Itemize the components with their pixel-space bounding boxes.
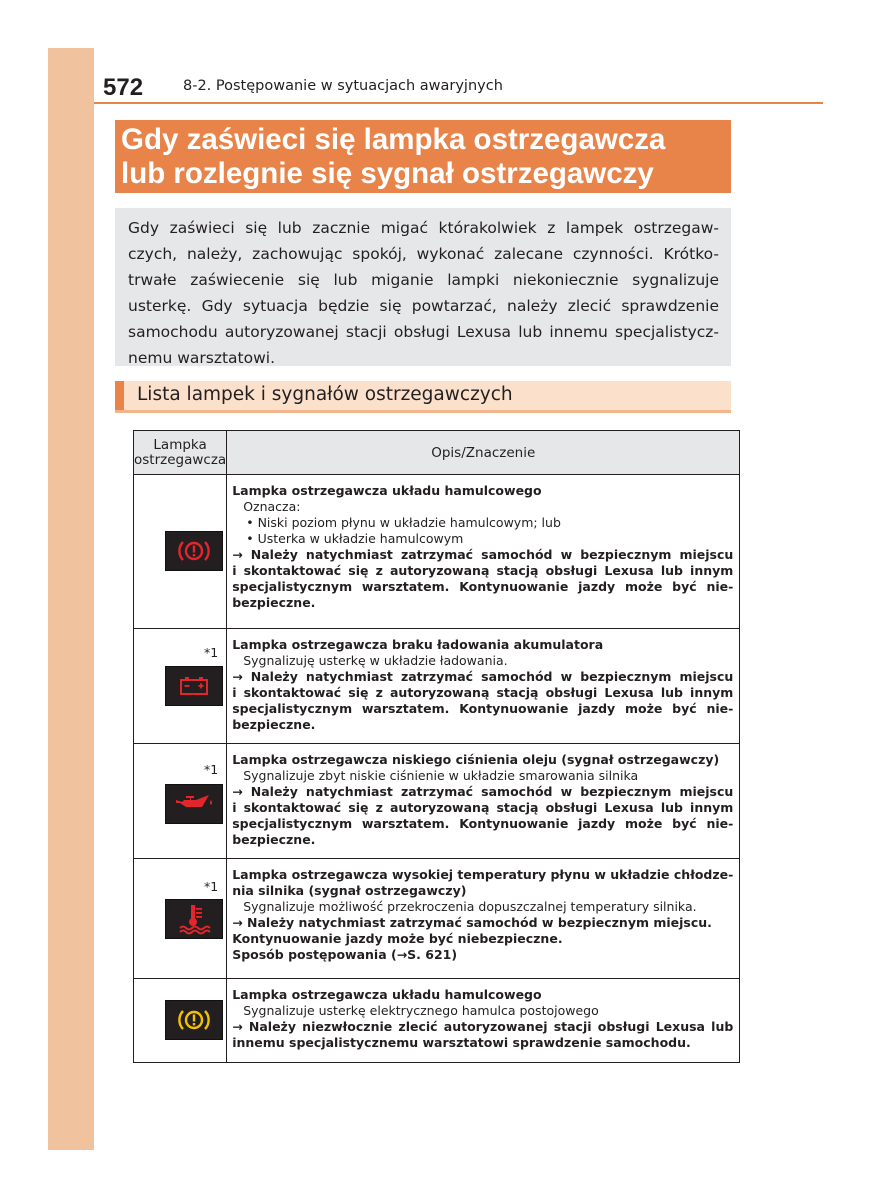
intro-line: usterkę. Gdy sytuacja będzie się powtarzać, należy zlecić sprawdzenie — [128, 297, 719, 315]
subheading-underline — [115, 410, 731, 413]
description-cell — [227, 979, 740, 1063]
description-cell — [227, 859, 740, 979]
row-text: Oznacza: — [243, 499, 301, 514]
lamp-cell — [134, 475, 227, 629]
side-strip — [48, 48, 94, 1150]
table-row — [134, 475, 740, 629]
lamp-cell — [134, 979, 227, 1063]
row-bullet: • Niski poziom płynu w układzie hamulcowym; lub — [246, 515, 561, 530]
lamp-cell — [134, 629, 227, 744]
intro-line: Gdy zaświeci się lub zacznie migać którakolwiek z lampek ostrzegaw- — [128, 219, 719, 237]
row-action: → Należy natychmiast zatrzymać samochód w bezpiecznym miejscu. Kontynuowanie jazdy może być niebezpieczne. Sposób postępowania (→S. 621) — [232, 915, 712, 962]
intro-box — [115, 208, 731, 366]
row-title: Lampka ostrzegawcza braku ładowania akumulatora — [232, 637, 604, 652]
row-title: Lampka ostrzegawcza wysokiej temperatury płynu w układzie chłodze- — [232, 867, 734, 882]
row-bullet: • Usterka w układzie hamulcowym — [246, 531, 464, 546]
row-action: → Należy niezwłocznie zlecić autoryzowanej stacji obsługi Lexusa lub innemu specjalistycznemu warsztatowi sprawdzenie samochodu. — [232, 1019, 734, 1050]
intro-line: samochodu autoryzowanej stacji obsługi Lexusa lub innemu specjalistycz- — [128, 323, 719, 341]
subheading-text: Lista lampek i sygnałów ostrzegawczych — [137, 384, 513, 405]
footnote-mark: *1 — [204, 645, 219, 660]
description-cell — [227, 629, 740, 744]
row-text: Sygnalizuję usterkę w układzie ładowania. — [243, 653, 508, 668]
table-row — [134, 859, 740, 979]
section-title-line1: Gdy zaświeci się lampka ostrzegawcza — [121, 123, 666, 156]
chapter-title: 8-2. Postępowanie w sytuacjach awaryjnych — [183, 78, 503, 94]
coolant-temperature-icon — [165, 899, 223, 939]
row-title: Lampka ostrzegawcza układu hamulcowego — [232, 987, 542, 1002]
row-title-cont: nia silnika (sygnał ostrzegawczy) — [232, 883, 467, 898]
table-row — [134, 629, 740, 744]
footnote-mark: *1 — [204, 762, 219, 777]
header-lamp — [134, 431, 227, 475]
description-cell — [227, 744, 740, 859]
brake-warning-yellow-icon — [165, 1000, 223, 1040]
battery-charge-icon — [165, 666, 223, 706]
header-lamp-line1: Lampka — [153, 436, 207, 453]
table-row — [134, 979, 740, 1063]
row-text: Sygnalizuje możliwość przekroczenia dopuszczalnej temperatury silnika. — [243, 899, 697, 914]
table-row — [134, 744, 740, 859]
row-action: → Należy natychmiast zatrzymać samochód w bezpiecznym miejscu i skontaktować się z autoryzowaną stacją obsługi Lexusa lub innym specjalistycznym warsztatem. Kontynuowanie jazdy może być nie- bezpieczne. — [232, 784, 734, 847]
subheading-bar — [115, 381, 124, 410]
row-title: Lampka ostrzegawcza układu hamulcowego — [232, 483, 542, 498]
warning-lamps-table — [133, 430, 740, 1063]
header-description: Opis/Znaczenie — [227, 431, 740, 475]
row-text: Sygnalizuje usterkę elektrycznego hamulca postojowego — [243, 1003, 599, 1018]
section-title-line2: lub rozlegnie się sygnał ostrzegawczy — [121, 157, 654, 190]
intro-line: nemu warsztatowi. — [128, 349, 276, 367]
row-text: Sygnalizuje zbyt niskie ciśnienie w układzie smarowania silnika — [243, 768, 639, 783]
page-number: 572 — [103, 74, 144, 101]
brake-warning-red-icon — [165, 531, 223, 571]
header-lamp-line2: ostrzegawcza — [134, 451, 227, 468]
oil-pressure-icon — [165, 784, 223, 824]
header-rule — [94, 102, 823, 104]
lamp-cell — [134, 859, 227, 979]
subheading — [115, 381, 731, 413]
description-cell — [227, 475, 740, 629]
row-title: Lampka ostrzegawcza niskiego ciśnienia oleju (sygnał ostrzegawczy) — [232, 752, 720, 767]
footnote-mark: *1 — [204, 879, 219, 894]
intro-line: trwałe zaświecenie się lub miganie lampki niekoniecznie sygnalizuje — [128, 271, 719, 289]
row-action: → Należy natychmiast zatrzymać samochód w bezpiecznym miejscu i skontaktować się z autoryzowaną stacją obsługi Lexusa lub innym specjalistycznym warsztatem. Kontynuowanie jazdy może być nie- bezpieczne. — [232, 547, 734, 610]
section-title — [115, 120, 731, 193]
row-action: → Należy natychmiast zatrzymać samochód w bezpiecznym miejscu i skontaktować się z autoryzowaną stacją obsługi Lexusa lub innym specjalistycznym warsztatem. Kontynuowanie jazdy może być nie- bezpieczne. — [232, 669, 734, 732]
intro-line: czych, należy, zachowując spokój, wykonać zalecane czynności. Krótko- — [128, 245, 719, 263]
lamp-cell — [134, 744, 227, 859]
